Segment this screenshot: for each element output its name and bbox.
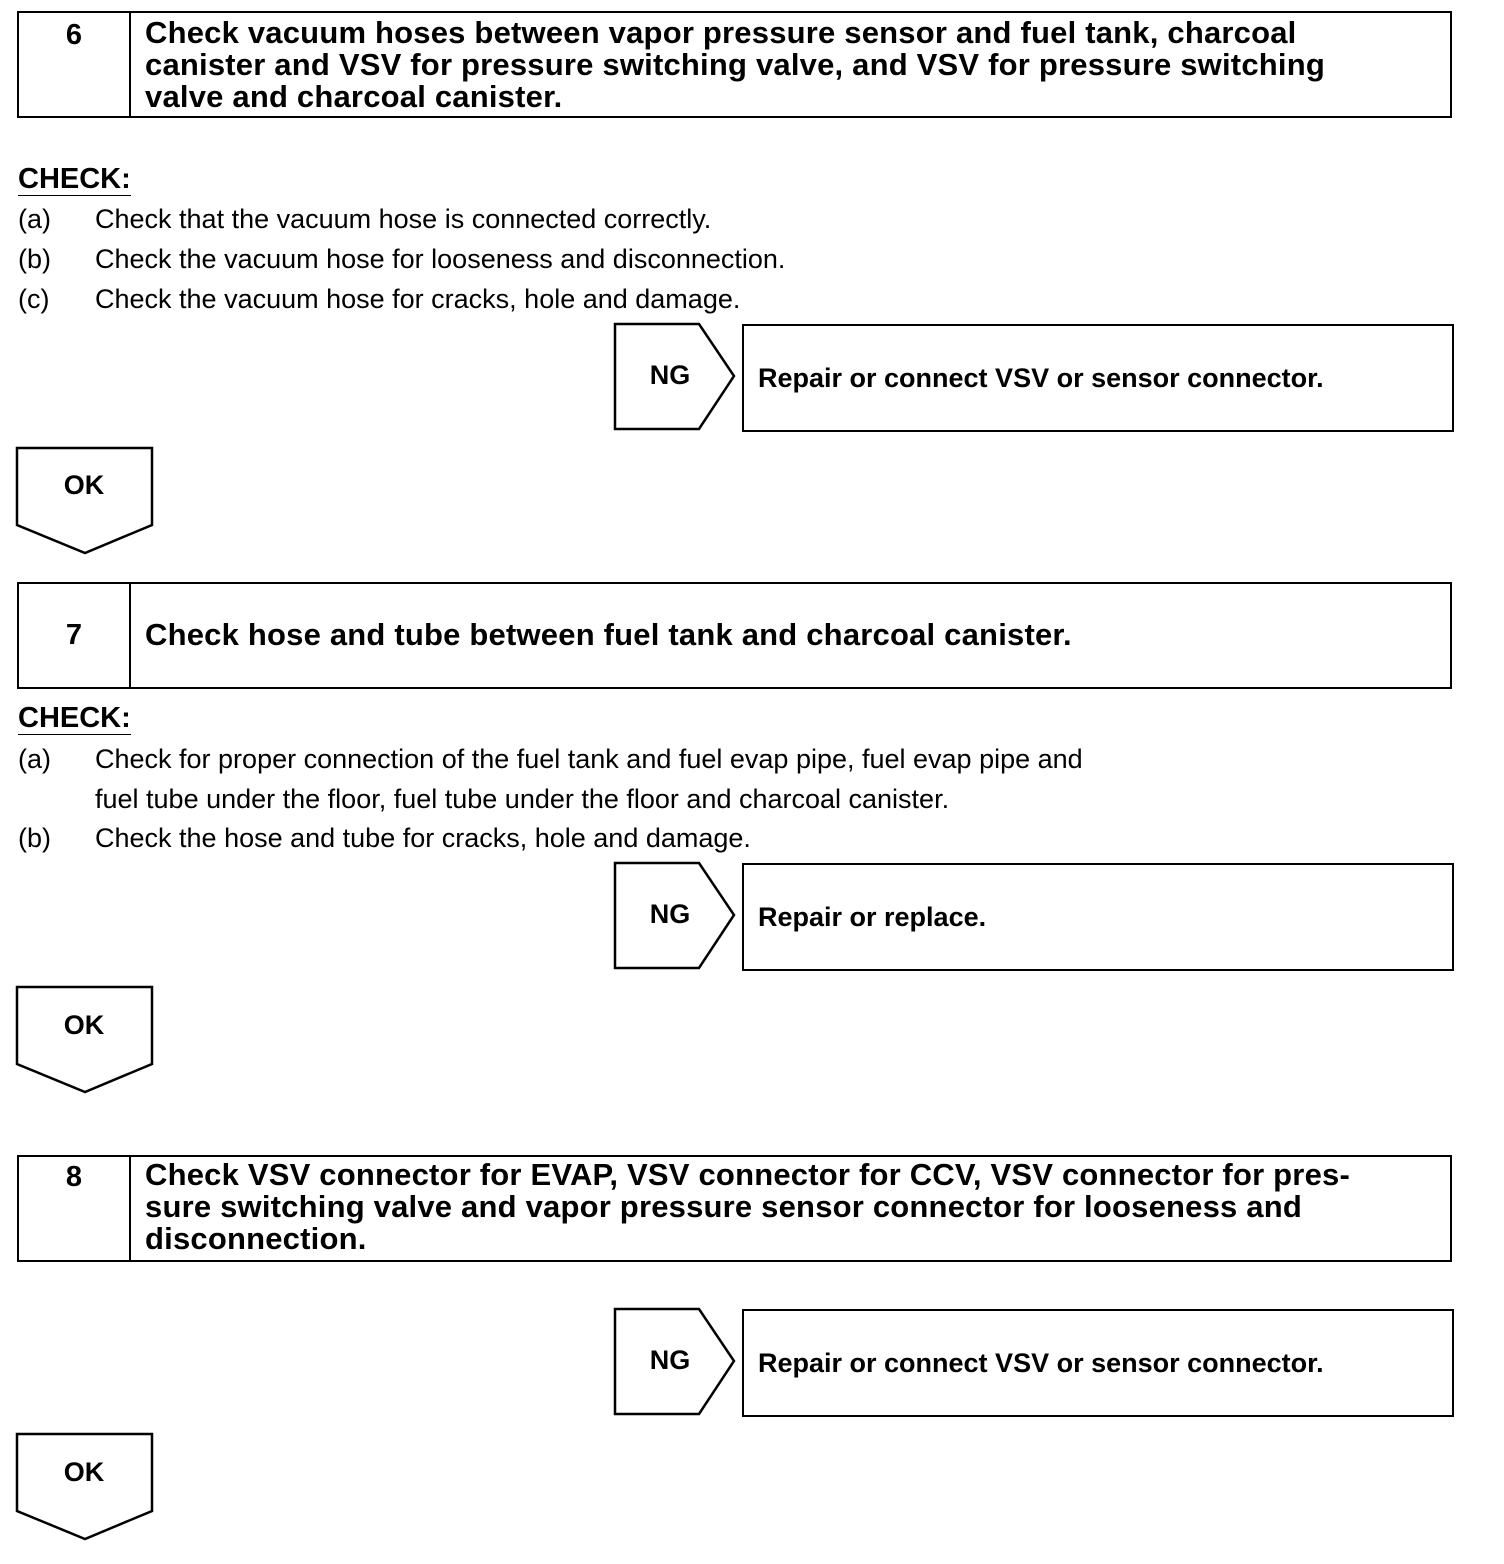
check-item-text: Check for proper connection of the fuel tank and fuel evap pipe, fuel evap pipe and — [95, 744, 1083, 774]
ok-label: OK — [63, 470, 105, 500]
check-item-marker: (a) — [18, 204, 51, 234]
step-title — [145, 17, 1430, 113]
step-title-line: sure switching valve and vapor pressure sensor connector for looseness and — [145, 1189, 1303, 1224]
check-item-text: Check the vacuum hose for cracks, hole and damage. — [95, 284, 741, 314]
ok-label: OK — [63, 1010, 105, 1040]
ng-action-text: Repair or connect VSV or sensor connector. — [758, 1347, 1324, 1378]
ng-action-box — [742, 1309, 1454, 1417]
check-item-text: fuel tube under the floor, fuel tube under the floor and charcoal canister. — [95, 784, 950, 814]
step-title — [145, 1159, 1430, 1255]
check-item-text: Check the hose and tube for cracks, hole and damage. — [95, 823, 751, 853]
check-item-marker: (a) — [18, 744, 51, 774]
check-label: CHECK: — [18, 702, 131, 734]
step-title-line: Check VSV connector for EVAP, VSV connector for CCV, VSV connector for pres- — [145, 1157, 1350, 1192]
step-title — [145, 619, 1430, 651]
step-6-header — [17, 11, 1452, 118]
check-item-text: Check that the vacuum hose is connected correctly. — [95, 204, 712, 234]
step-number: 8 — [19, 1157, 131, 1260]
step-number: 7 — [19, 584, 131, 687]
ng-action-text: Repair or connect VSV or sensor connector. — [758, 362, 1324, 393]
ok-label: OK — [63, 1457, 105, 1487]
check-label: CHECK: — [18, 163, 131, 195]
ng-label: NG — [649, 1345, 691, 1375]
step-7-header — [17, 582, 1452, 689]
ok-arrow-icon — [15, 446, 155, 556]
check-item-marker: (c) — [18, 284, 50, 314]
ng-action-text: Repair or replace. — [758, 901, 987, 932]
step-number: 6 — [19, 13, 131, 116]
step-title-line: disconnection. — [145, 1221, 367, 1256]
step-title-line: Check hose and tube between fuel tank and charcoal canister. — [145, 617, 1072, 652]
ng-action-box — [742, 863, 1454, 971]
step-title-line: valve and charcoal canister. — [145, 79, 563, 114]
ng-action-box — [742, 324, 1454, 432]
step-title-line: Check vacuum hoses between vapor pressure sensor and fuel tank, charcoal — [145, 15, 1297, 50]
ng-label: NG — [649, 360, 691, 390]
check-item-text: Check the vacuum hose for looseness and disconnection. — [95, 244, 786, 274]
check-item-marker: (b) — [18, 244, 51, 274]
ng-label: NG — [649, 899, 691, 929]
check-item-marker: (b) — [18, 823, 51, 853]
step-8-header — [17, 1155, 1452, 1262]
step-title-line: canister and VSV for pressure switching valve, and VSV for pressure switching — [145, 47, 1325, 82]
